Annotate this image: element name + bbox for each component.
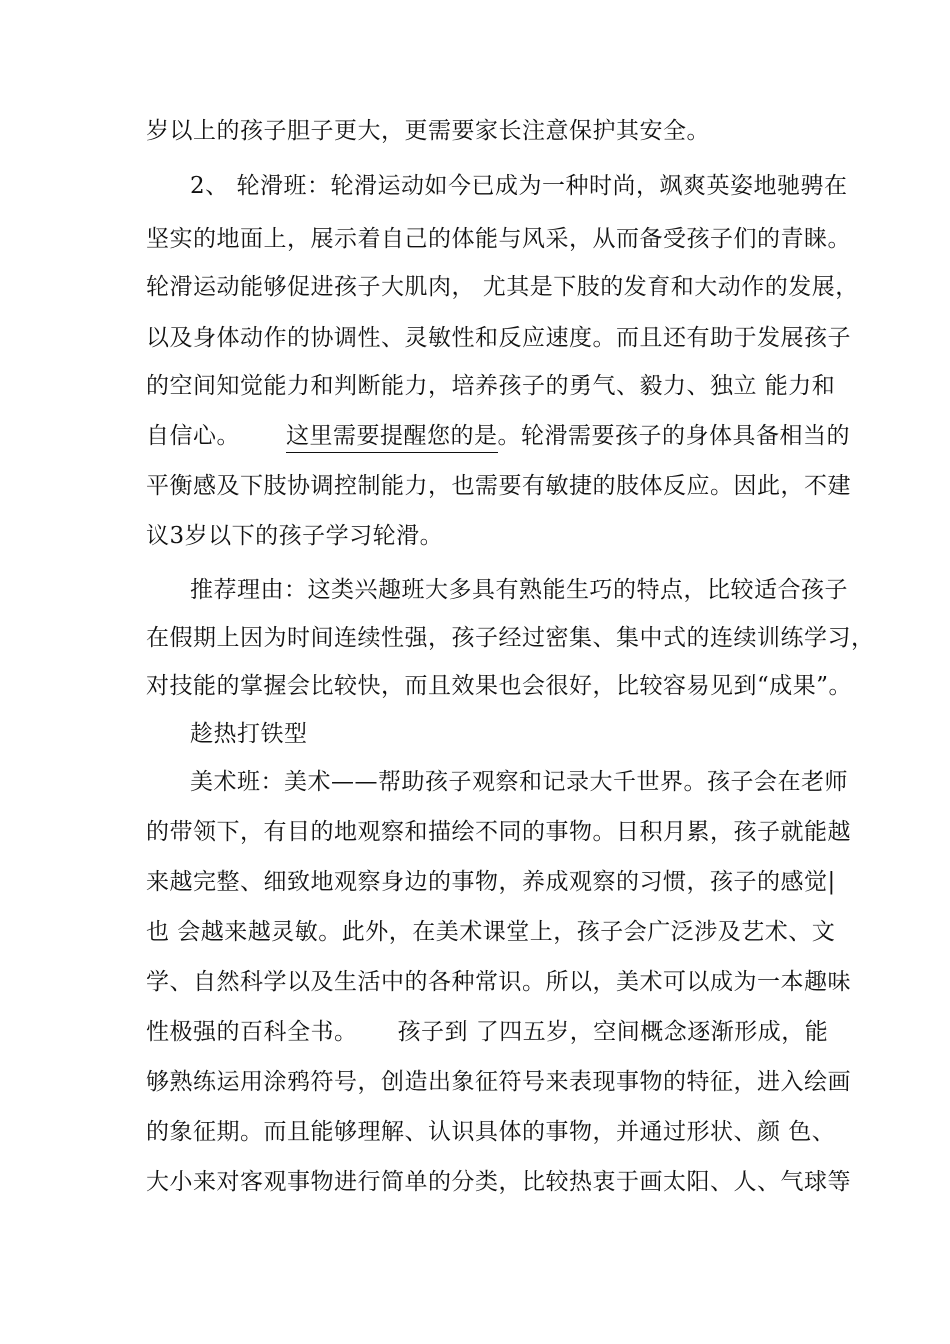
text-segment: 性极强的百科全书。 — [146, 1019, 358, 1045]
text-line: 在假期上因为时间连续性强，孩子经过密集、集中式的连续训练学习， — [146, 625, 875, 651]
text-line: 的象征期。而且能够理解、认识具体的事物，并通过形状、颜 色、 — [146, 1119, 836, 1145]
text-line: 的带领下，有目的地观察和描绘不同的事物。日积月累，孩子就能越 — [146, 819, 851, 845]
text-line: 够熟练运用涂鸦符号，创造出象征符号来表现事物的特征，进入绘画 — [146, 1069, 851, 1095]
underlined-reminder: 这里需要提醒您的是 — [286, 421, 498, 453]
text-line: 议3岁以下的孩子学习轮滑。 — [146, 523, 444, 549]
text-line: 平衡感及下肢协调控制能力，也需要有敏捷的肢体反应。因此，不建 — [146, 473, 851, 499]
text-line: 对技能的掌握会比较快，而且效果也会很好，比较容易见到“成果”。 — [146, 673, 853, 699]
text-line — [146, 417, 850, 455]
text-line: 也 会越来越灵敏。此外，在美术课堂上，孩子会广泛涉及艺术、文 — [146, 919, 836, 945]
section-heading: 趁热打铁型 — [190, 721, 308, 747]
text-line: 的空间知觉能力和判断能力，培养孩子的勇气、毅力、独立 能力和 — [146, 373, 836, 399]
text-line: 学、自然科学以及生活中的各种常识。所以，美术可以成为一本趣味 — [146, 969, 851, 995]
text-line: 大小来对客观事物进行简单的分类，比较热衷于画太阳、人、气球等 — [146, 1169, 851, 1195]
text-line — [146, 1013, 829, 1051]
text-segment: 自信心。 — [146, 423, 240, 449]
text-line: 2、 轮滑班：轮滑运动如今已成为一种时尚，飒爽英姿地驰骋在 — [190, 173, 848, 199]
text-line: 岁以上的孩子胆子更大，更需要家长注意保护其安全。 — [146, 118, 710, 144]
text-segment: 。轮滑需要孩子的身体具备相当的 — [497, 423, 850, 449]
text-line: 轮滑运动能够促进孩子大肌肉， 尤其是下肢的发育和大动作的发展， — [146, 274, 859, 300]
text-line: 美术班：美术——帮助孩子观察和记录大千世界。孩子会在老师 — [190, 769, 848, 795]
text-line: 坚实的地面上，展示着自己的体能与风采，从而备受孩子们的青睐。 — [146, 226, 851, 252]
text-segment: 孩子到 了四五岁，空间概念逐渐形成，能 — [397, 1019, 829, 1045]
text-line: 推荐理由：这类兴趣班大多具有熟能生巧的特点，比较适合孩子 — [190, 577, 848, 603]
text-line: 来越完整、细致地观察身边的事物，养成观察的习惯，孩子的感觉| — [146, 869, 836, 895]
text-line: 以及身体动作的协调性、灵敏性和反应速度。而且还有助于发展孩子 — [146, 325, 851, 351]
